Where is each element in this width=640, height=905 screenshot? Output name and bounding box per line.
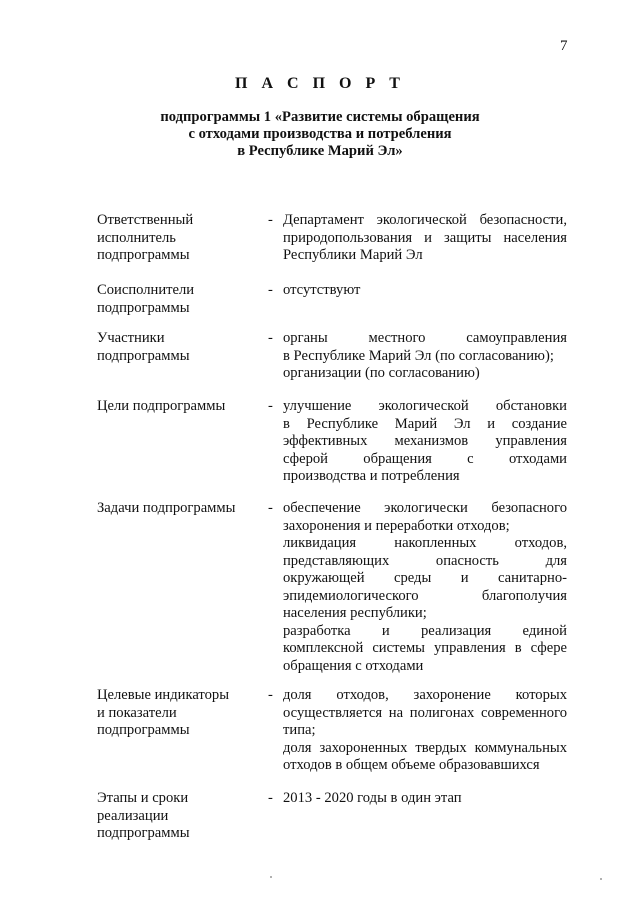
- label-line: Участники: [97, 330, 165, 346]
- row-value: [283, 212, 567, 265]
- value-line: разработка и реализация единой: [283, 622, 567, 639]
- row-value: [283, 790, 567, 808]
- value-line: сферой обращения с отходами: [283, 450, 567, 467]
- value-line: эпидемиологического благополучия: [283, 587, 567, 604]
- row-label: [97, 282, 257, 317]
- value-line: осуществляется на полигонах современного: [283, 704, 567, 721]
- value-line: отсутствуют: [283, 282, 361, 298]
- label-line: подпрограммы: [97, 722, 190, 738]
- value-line: Департамент экологической безопасности,: [283, 212, 567, 228]
- label-line: подпрограммы: [97, 825, 190, 841]
- label-line: Соисполнители: [97, 282, 195, 298]
- value-line: Республики Марий Эл: [283, 247, 423, 263]
- value-line: отходов в общем объеме образовавшихся: [283, 757, 540, 773]
- row-value: [283, 500, 567, 675]
- row-label: [97, 398, 257, 416]
- label-line: Задачи подпрограммы: [97, 500, 236, 516]
- row-label: [97, 500, 257, 518]
- value-line: захоронения и переработки отходов;: [283, 517, 510, 534]
- row-label: [97, 330, 257, 365]
- label-line: подпрограммы: [97, 347, 190, 364]
- value-line: населения республики;: [283, 605, 427, 621]
- value-line: доля отходов, захоронение которых: [283, 687, 567, 703]
- row-dash: -: [268, 282, 273, 298]
- scan-speck: [600, 878, 602, 880]
- row-label: [97, 212, 257, 265]
- row-value: [283, 282, 567, 300]
- value-line: 2013 - 2020 годы в один этап: [283, 790, 462, 806]
- row-label: [97, 687, 257, 740]
- label-line: и показатели: [97, 704, 177, 721]
- label-line: реализации: [97, 807, 169, 824]
- subtitle-line: в Республике Марий Эл»: [237, 143, 403, 159]
- row-value: [283, 398, 567, 486]
- row-dash: -: [268, 687, 273, 703]
- value-line: эффективных механизмов управления: [283, 433, 567, 449]
- label-line: исполнитель: [97, 229, 176, 246]
- row-value: [283, 687, 567, 775]
- value-line: обращения с отходами: [283, 657, 424, 674]
- scan-speck: [270, 876, 272, 878]
- label-line: Целевые индикаторы: [97, 687, 230, 703]
- row-dash: -: [268, 212, 273, 228]
- value-line: окружающей среды и санитарно-: [283, 570, 567, 586]
- label-line: подпрограммы: [97, 299, 190, 316]
- value-line: доля захороненных твердых коммунальных: [283, 739, 567, 756]
- value-line: обеспечение экологически безопасного: [283, 500, 567, 516]
- document-title: П А С П О Р Т: [235, 75, 405, 92]
- label-line: подпрограммы: [97, 247, 190, 263]
- row-dash: -: [268, 500, 273, 516]
- label-line: Этапы и сроки: [97, 790, 189, 806]
- row-dash: -: [268, 330, 273, 346]
- row-label: [97, 790, 257, 843]
- row-dash: -: [268, 398, 273, 414]
- row-dash: -: [268, 790, 273, 806]
- subtitle-line: с отходами производства и потребления: [188, 126, 452, 142]
- value-line: типа;: [283, 722, 316, 738]
- value-line: производства и потребления: [283, 468, 460, 484]
- value-line: в Республике Марий Эл (по согласованию);: [283, 347, 554, 364]
- value-line: комплексной системы управления в сфере: [283, 640, 567, 656]
- page-number: 7: [560, 38, 568, 54]
- value-line: организации (по согласованию): [283, 365, 480, 381]
- value-line: природопользования и защиты населения: [283, 229, 567, 246]
- label-line: Цели подпрограммы: [97, 398, 226, 414]
- value-line: улучшение экологической обстановки: [283, 398, 567, 414]
- document-subtitle: [100, 109, 540, 160]
- row-value: [283, 330, 567, 383]
- subtitle-line: подпрограммы 1 «Развитие системы обращения: [160, 109, 480, 125]
- value-line: органы местного самоуправления: [283, 330, 567, 346]
- label-line: Ответственный: [97, 212, 194, 228]
- value-line: представляющих опасность для: [283, 552, 567, 569]
- value-line: в Республике Марий Эл и создание: [283, 415, 567, 432]
- value-line: ликвидация накопленных отходов,: [283, 535, 567, 551]
